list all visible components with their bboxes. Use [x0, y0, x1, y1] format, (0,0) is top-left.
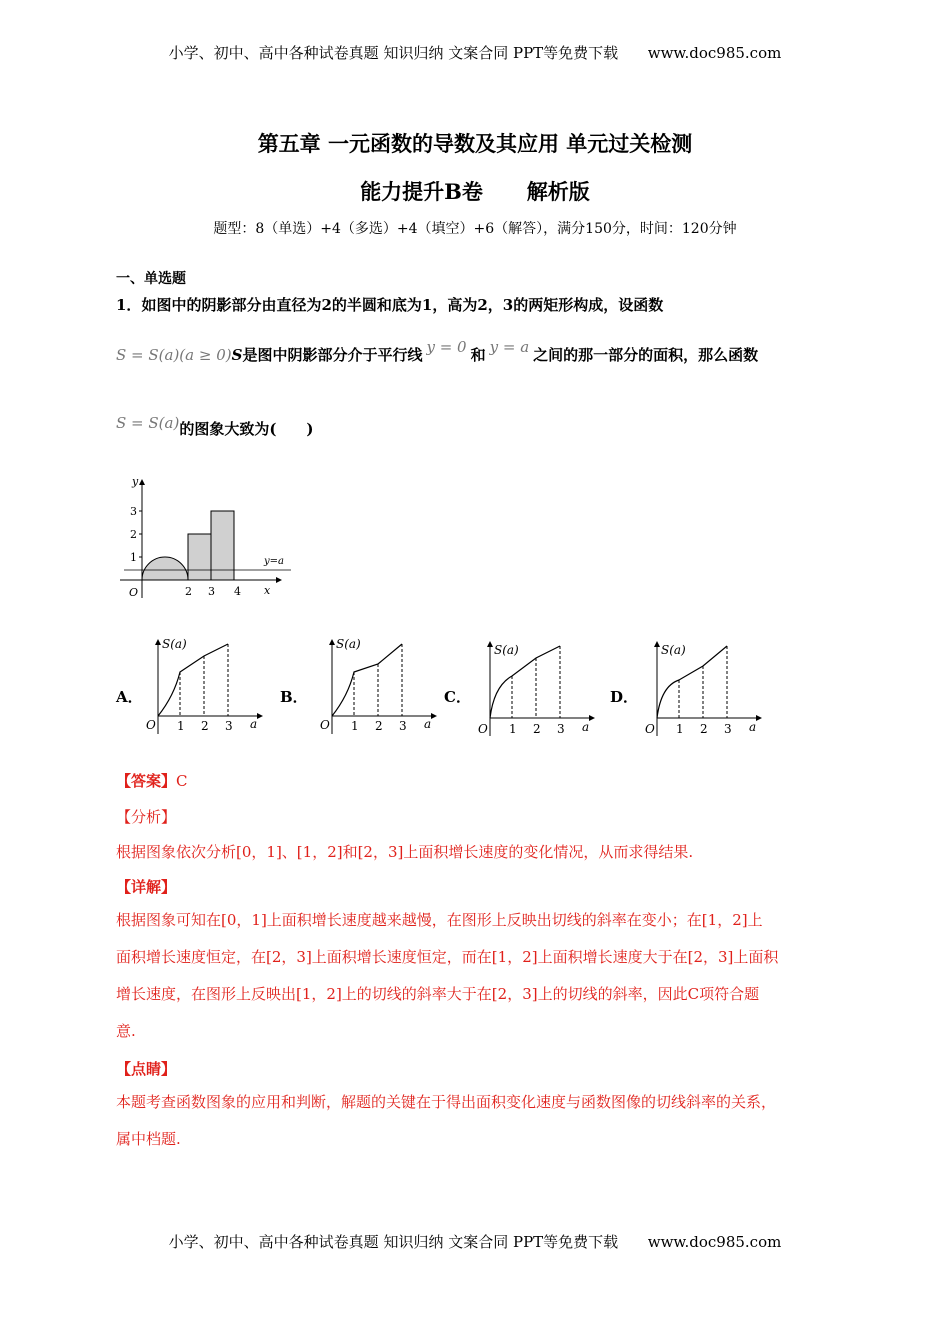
option-b-axis-label: a: [424, 717, 432, 731]
option-b-graph: [314, 634, 442, 738]
option-a-s-label: S(a): [162, 637, 187, 651]
detail-line-3: 增长速度，在图形上反映出[1，2]上的切线的斜率大于在[2，3]上的切线的斜率，因此C项符合题: [116, 985, 760, 1003]
detail-text: [116, 902, 836, 1050]
option-c-tick-3: 3: [557, 722, 565, 736]
option-a-origin: O: [146, 718, 156, 732]
page-title: 第五章 一元函数的导数及其应用 单元过关检测: [257, 131, 693, 156]
section-heading: 一、单选题: [116, 271, 186, 287]
footer-text: 小学、初中、高中各种试卷真题 知识归纳 文案合同 PPT等免费下载: [168, 1233, 619, 1251]
fig-x-label: x: [264, 584, 271, 597]
fig-y-tick-1: 1: [130, 551, 137, 564]
question-text-2a: 是图中阴影部分介于平行线: [242, 346, 423, 364]
question-line-3: [116, 414, 314, 439]
semicircle-shape: [142, 557, 188, 580]
analysis-label: 【分析】: [116, 808, 177, 826]
question-line-1: [116, 294, 663, 315]
fig-y-tick-3: 3: [130, 505, 137, 518]
option-b-origin: O: [320, 718, 330, 732]
question-figure: [116, 470, 306, 605]
option-c-s-label: S(a): [494, 643, 519, 657]
option-b-curve: [332, 644, 402, 716]
option-a-tick-1: 1: [177, 719, 185, 733]
option-b-tick-2: 2: [375, 719, 383, 733]
option-c-tick-1: 1: [509, 722, 517, 736]
answer-label: 【答案】: [116, 772, 177, 790]
question-line-2: [116, 338, 759, 365]
option-c-graph: [472, 636, 600, 740]
option-c-origin: O: [478, 722, 488, 736]
option-d-origin: O: [645, 722, 655, 736]
option-d-graph: [639, 636, 767, 740]
option-a-axis-label: a: [250, 717, 258, 731]
line-y0: y = 0: [426, 338, 467, 356]
option-d-axis-label: a: [749, 720, 757, 734]
footer-url[interactable]: www.doc985.com: [647, 1233, 782, 1251]
option-a-graph: [140, 634, 268, 738]
detail-line-2: 面积增长速度恒定，在[2，3]上面积增长速度恒定，而在[1，2]上面积增长速度大于在[2，3]上面积: [116, 948, 779, 966]
exam-meta: 题型：8（单选）+4（多选）+4（填空）+6（解答），满分150分，时间：120分钟: [213, 221, 737, 237]
comment-text: [116, 1084, 856, 1158]
detail-label: 【详解】: [116, 878, 177, 896]
answer-block: [116, 770, 188, 791]
question-text-3: 的图象大致为( ): [179, 420, 314, 438]
detail-line-4: 意.: [116, 1022, 136, 1040]
option-b-tick-1: 1: [351, 719, 359, 733]
rect-height-2: [188, 534, 211, 580]
fig-line-label: y=a: [264, 556, 284, 567]
fig-x-tick-4: 4: [234, 585, 241, 598]
fig-x-tick-3: 3: [208, 585, 215, 598]
option-d-tick-1: 1: [676, 722, 684, 736]
option-a-tick-3: 3: [225, 719, 233, 733]
option-a-label[interactable]: A．: [116, 688, 143, 706]
comment-line-2: 属中档题.: [116, 1130, 181, 1148]
option-a-curve: [158, 644, 228, 716]
comment-line-1: 本题考查函数图象的应用和判断，解题的关键在于得出面积变化速度与函数图像的切线斜率的关系，: [116, 1093, 777, 1111]
question-number: 1．: [116, 296, 142, 314]
option-b-label[interactable]: B．: [280, 688, 308, 706]
detail-line-1: 根据图象可知在[0，1]上面积增长速度越来越慢，在图形上反映出切线的斜率在变小；在[1，2]上: [116, 911, 763, 929]
func-expression: S = S(a)(a ≥ 0): [116, 346, 232, 364]
analysis-text: 根据图象依次分析[0，1]、[1，2]和[2，3]上面积增长速度的变化情况，从而求得结果.: [116, 843, 694, 861]
question-text-1: 如图中的阴影部分由直径为2的半圆和底为1，高为2，3的两矩形构成，设函数: [141, 296, 664, 314]
question-text-2b: 之间的那一部分的面积，那么函数: [533, 346, 759, 364]
option-b-s-label: S(a): [336, 637, 361, 651]
header-url[interactable]: www.doc985.com: [647, 44, 782, 62]
option-d-tick-3: 3: [724, 722, 732, 736]
fig-y-label: y: [132, 475, 139, 488]
page-header: [0, 42, 950, 63]
fig-x-tick-2: 2: [185, 585, 192, 598]
s-letter: S: [231, 346, 243, 364]
option-d-label[interactable]: D．: [610, 688, 639, 706]
func-expression-2: S = S(a): [116, 414, 180, 432]
answer-value: C: [176, 772, 188, 790]
page-footer: [0, 1231, 950, 1252]
fig-y-tick-2: 2: [130, 528, 137, 541]
line-ya: y = a: [489, 338, 530, 356]
option-d-s-label: S(a): [661, 643, 686, 657]
option-d-tick-2: 2: [700, 722, 708, 736]
fig-origin: O: [129, 586, 139, 599]
page-subtitle: 能力提升B卷 解析版: [360, 179, 590, 204]
option-c-tick-2: 2: [533, 722, 541, 736]
header-text: 小学、初中、高中各种试卷真题 知识归纳 文案合同 PPT等免费下载: [168, 44, 619, 62]
option-c-axis-label: a: [582, 720, 590, 734]
option-a-tick-2: 2: [201, 719, 209, 733]
comment-label: 【点睛】: [116, 1060, 177, 1078]
and-text: 和: [470, 346, 486, 364]
option-b-tick-3: 3: [399, 719, 407, 733]
option-c-label[interactable]: C．: [444, 688, 471, 706]
